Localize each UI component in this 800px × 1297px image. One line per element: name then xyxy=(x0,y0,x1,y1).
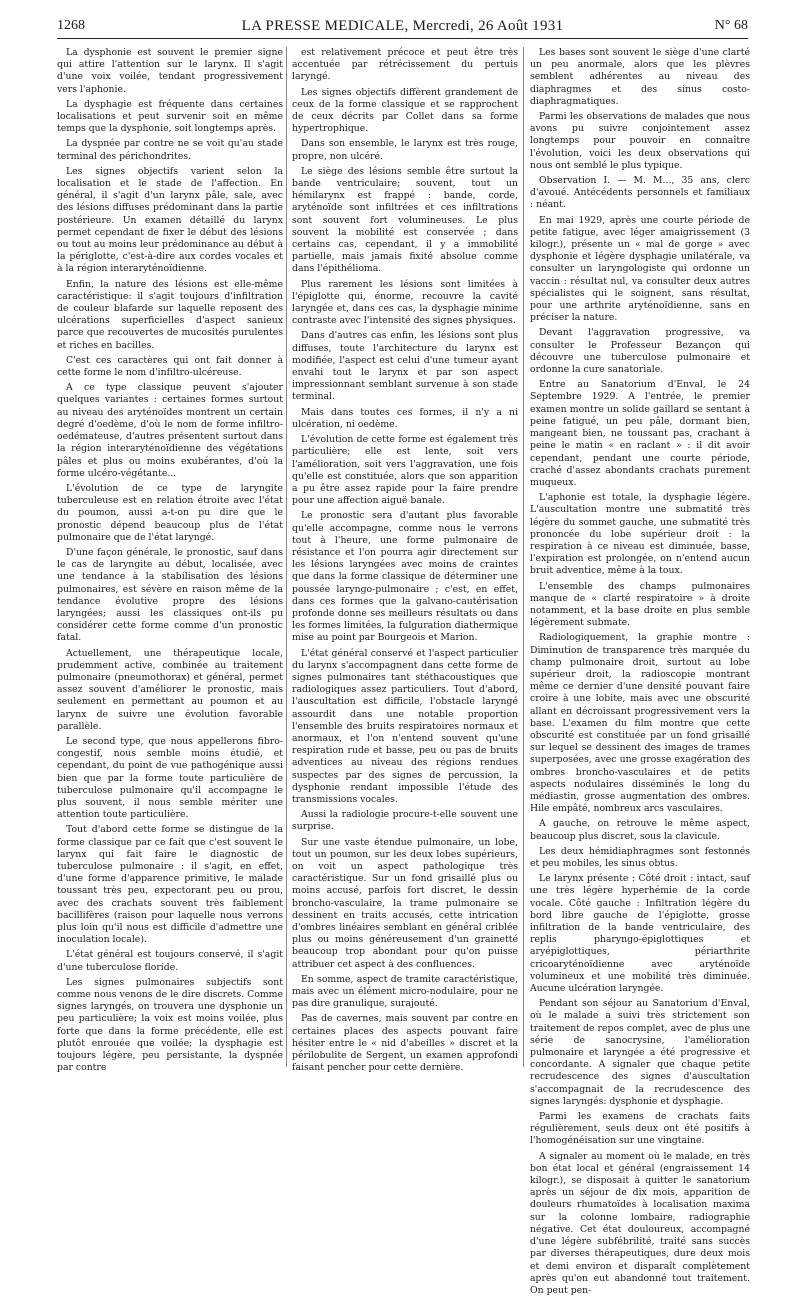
page-number: 1268 xyxy=(57,18,85,33)
paragraph: A gauche, on retrouve le même aspect, beaucoup plus discret, sous la clavicule. xyxy=(530,818,750,842)
paragraph: Pendant son séjour au Sanatorium d'Enval, où le malade a suivi très strictement son traitement de repos complet, avec de plus une série de sanocrysine, l'amélioration pulmonaire et laryngée a été progressive et concordante. A signaler que chaque petite recrudescence des signes d'auscultation s'accompagnait de la recrudescence des signes laryngés: dysphonie et dysphagie. xyxy=(530,998,750,1107)
journal-title: LA PRESSE MEDICALE, Mercredi, 26 Août 1931 xyxy=(241,18,564,34)
paragraph: Les bases sont souvent le siège d'une clarté un peu anormale, alors que les plèvres semblent adhérentes au niveau des diaphragmes et des sinus costo-diaphragmatiques. xyxy=(530,47,750,107)
paragraph: Dans son ensemble, le larynx est très rouge, propre, non ulcéré. xyxy=(292,138,518,162)
paragraph: La dysphagie est fréquente dans certaines localisations et peut survenir soit en même temps que la dysphonie, soit longtemps après. xyxy=(57,98,283,135)
column-divider xyxy=(523,47,524,1067)
paragraph: Sur une vaste étendue pulmonaire, un lobe, tout un poumon, sur les deux lobes supérieurs, on voit un aspect pathologique très caractéristique. Sur un fond grisaillé plus ou moins accusé, parfois fort discret, le dessin broncho-vasculaire, la trame pulmonaire se dessinent en traits accusés, cette intrication d'ombres linéaires semblant en général criblée plus ou moins généreusement d'un grainetté beaucoup trop abondant pour qu'on puisse attribuer cet aspect à des confluences. xyxy=(292,836,518,970)
paragraph: Les signes pulmonaires subjectifs sont comme nous venons de le dire discrets. Comme signes laryngés, on trouvera une dysphonie un peu particulière; la voix est moins voilée, plus forte que dans la forme précédente, elle est plutôt enrouée que voilée; la dysphagie est toujours légère, peu persistante, la dyspnée par contre xyxy=(57,976,283,1074)
paragraph: Parmi les examens de crachats faits régulièrement, seuls deux ont été positifs à l'homogénéisation sur une vingtaine. xyxy=(530,1111,750,1147)
observation-heading: Observation I. — M. M..., 35 ans, clerc d'avoué. Antécédents personnels et familiaux : néant. xyxy=(530,175,750,211)
column-3 xyxy=(530,47,750,1296)
paragraph: D'une façon générale, le pronostic, sauf dans le cas de laryngite au début, localisée, avec une tendance à la stabilisation des lésions pulmonaires, est sévère en raison même de la tendance évolutive propre des lésions laryngées; aussi les classiques ont-ils pu considérer cette forme comme d'un pronostic fatal. xyxy=(57,546,283,644)
paragraph: Radiologiquement, la graphie montre : Diminution de transparence très marquée du champ pulmonaire droit, surtout au lobe supérieur droit, la radioscopie montrant même ce dernier d'une densité pouvant faire croire à une lobite, mais avec une obscurité allant en décroissant progressivement vers la base. L'examen du film montre que cette obscurité est constituée par un fond grisaillé sur lequel se dessinent des images de trames superposées, avec une grosse exagération des ombres broncho-vasculaires et de petits aspects nodulaires disséminés le long du médiastin, grosse augmentation des ombres. Hile empâté, nombreux arcs vasculaires. xyxy=(530,632,750,815)
paragraph: A ce type classique peuvent s'ajouter quelques variantes : certaines formes surtout au niveau des aryténoïdes montrent un certain degré d'oedème, d'où le nom de forme infiltro-oedémateuse, d'autres présentent surtout dans la région interaryténoïdienne des végétations pâles et plus ou moins exubérantes, d'où la forme ulcéro-végétante... xyxy=(57,382,283,479)
column-1 xyxy=(57,47,283,1072)
paragraph: Le larynx présente : Côté droit : intact, sauf une très légère hyperhémie de la corde vocale. Côté gauche : Infiltration légère du bord libre gauche de l'épiglotte, grosse infiltration de la bande ventriculaire, des replis pharyngo-épiglottiques et aryépiglottiques, périarthrite cricoaryténoïdienne avec aryténoïde volumineux et une mobilité très diminuée. Aucune ulcération laryngée. xyxy=(530,873,750,995)
paragraph: La dyspnée par contre ne se voit qu'au stade terminal des périchondrites. xyxy=(57,138,283,162)
page-header xyxy=(57,18,748,38)
paragraph: Les deux hémidiaphragmes sont festonnés et peu mobiles, les sinus obtus. xyxy=(530,845,750,869)
paragraph: Tout d'abord cette forme se distingue de la forme classique par ce fait que c'est souvent le larynx qui fait faire le diagnostic de tuberculose pulmonaire : il s'agit, en effet, d'une forme d'apparence primitive, le malade toussant très peu, expectorant peu ou prou, avec des crachats souvent très faiblement bacillifères (raison pour laquelle nous verrons plus loin qu'il nous est difficile d'admettre une inoculation locale). xyxy=(57,824,283,946)
issue-number: N° 68 xyxy=(714,18,748,33)
paragraph: L'évolution de cette forme est également très particulière; elle est lente, soit vers l'amélioration, soit vers l'aggravation, une fois qu'elle est constituée, alors que son apparition a pu être assez rapide pour la faire prendre pour une affection aiguë banale. xyxy=(292,434,518,507)
paragraph: Devant l'aggravation progressive, va consulter le Professeur Bezançon qui découvre une tuberculose pulmonaire et ordonne la cure sanatoriale. xyxy=(530,327,750,376)
header-rule xyxy=(57,38,748,39)
paragraph: Aussi la radiologie procure-t-elle souvent une surprise. xyxy=(292,809,518,833)
paragraph: Les signes objectifs diffèrent grandement de ceux de la forme classique et se rapprochent de ceux décrits par Collet dans sa forme hypertrophique. xyxy=(292,86,518,135)
paragraph: L'aphonie est totale, la dysphagie légère. L'auscultation montre une submatité très légère du sommet gauche, une submatité très prononcée du lobe supérieur droit : la respiration à ce niveau est diminuée, basse, l'expiration est prolongée, on n'entend aucun bruit adventice, même à la toux. xyxy=(530,492,750,577)
paragraph: En somme, aspect de tramite caractéristique, mais avec un élément micro-nodulaire, pour ne pas dire granulique, surajouté. xyxy=(292,973,518,1010)
paragraph: Pas de cavernes, mais souvent par contre en certaines places des aspects pouvant faire hésiter entre le « nid d'abeilles » discret et la périlobulite de Sergent, un examen approfondi faisant pencher pour cette dernière. xyxy=(292,1013,518,1074)
paragraph: L'évolution de ce type de laryngite tuberculeuse est en relation étroite avec l'état du poumon, aussi a-t-on pu dire que le pronostic dépend beaucoup plus de l'état pulmonaire que de l'état laryngé. xyxy=(57,482,283,543)
column-2 xyxy=(292,47,518,1072)
paragraph: Parmi les observations de malades que nous avons pu suivre conjointement assez longtemps pour pouvoir en connaître l'évolution, voici les deux observations qui nous ont semblé le plus typique. xyxy=(530,111,750,171)
paragraph: L'ensemble des champs pulmonaires manque de « clarté respiratoire » à droite notamment, et la base droite en plus semble légèrement submate. xyxy=(530,580,750,629)
paragraph: La dysphonie est souvent le premier signe qui attire l'attention sur le larynx. Il s'agit d'une voix voilée, tendant progressivement vers l'aphonie. xyxy=(57,47,283,95)
paragraph: Le siège des lésions semble être surtout la bande ventriculaire; souvent, tout un hémilarynx est frappé : bande, corde, aryténoïde sont infiltrées et ces infiltrations sont souvent fort volumineuses. Le plus souvent la mobilité est conservée ; dans certains cas, cependant, il y a immobilité partielle, mais jamais fixité absolue comme dans l'épithélioma. xyxy=(292,165,518,275)
paragraph: est relativement précoce et peut être très accentuée par rétrécissement du pertuis laryngé. xyxy=(292,47,518,83)
paragraph: Enfin, la nature des lésions est elle-même caractéristique: il s'agit toujours d'infiltration de couleur blafarde sur laquelle reposent des ulcérations superficielles d'aspect sanieux parce que recouvertes de mucosités purulentes et riches en bacilles. xyxy=(57,278,283,351)
paragraph: Mais dans toutes ces formes, il n'y a ni ulcération, ni oedème. xyxy=(292,406,518,430)
paragraph: Les signes objectifs varient selon la localisation et le stade de l'affection. En général, il s'agit d'un larynx pâle, sale, avec des lésions diffuses prédominant dans la partie postérieure. Un examen détaillé du larynx permet cependant de fixer le début des lésions ou tout au moins leur prédominance au début à la périglotte, c'est-à-dire aux cordes vocales et à la région interaryténoïdienne. xyxy=(57,165,283,275)
paragraph: Plus rarement les lésions sont limitées à l'épiglotte qui, énorme, recouvre la cavité laryngée et, dans ces cas, la dysphagie minime contraste avec l'intensité des signes physiques. xyxy=(292,278,518,327)
column-divider xyxy=(286,47,287,1067)
paragraph: Actuellement, une thérapeutique locale, prudemment active, combinée au traitement pulmonaire (pneumothorax) et général, permet assez souvent d'améliorer le pronostic, mais seulement en permettant au poumon et au larynx de suivre une évolution favorable parallèle. xyxy=(57,647,283,732)
paragraph: Dans d'autres cas enfin, les lésions sont plus diffuses, toute l'architecture du larynx est modifiée, l'aspect est celui d'une tumeur ayant envahi tout le larynx et par son aspect impressionnant semblant survenue à son stade terminal. xyxy=(292,330,518,403)
paragraph: En mai 1929, après une courte période de petite fatigue, avec léger amaigrissement (3 kilogr.), présente un « mal de gorge » avec dysphonie et légère dysphagie unilatérale, va consulter un laryngologiste qui ordonne un vaccin : résultat nul, va consulter deux autres spécialistes qui le soignent, sans résultat, pour une arthrite aryténoïdienne, sans en préciser la nature. xyxy=(530,214,750,324)
paragraph: Le second type, que nous appellerons fibro-congestif, nous semble moins étudié, et cependant, du point de vue pathogénique aussi bien que par la forme toute particulière de tuberculose pulmonaire qu'il accompagne le plus souvent, il nous semble mériter une attention toute particulière. xyxy=(57,735,283,821)
paragraph: L'état général est toujours conservé, il s'agit d'une tuberculose floride. xyxy=(57,949,283,973)
paragraph: Le pronostic sera d'autant plus favorable qu'elle accompagne, comme nous le verrons tout à l'heure, une forme pulmonaire de résistance et l'on pourra agir directement sur les lésions laryngées avec moins de craintes que dans la forme classique de déterminer une poussée laryngo-pulmonaire ; c'est, en effet, dans ces formes que la galvano-cautérisation profonde donne ses meilleurs résultats ou dans les formes limitées, la fulguration diathermique mise au point par Bourgeois et Marion. xyxy=(292,510,518,644)
paragraph: C'est ces caractères qui ont fait donner à cette forme le nom d'infiltro-ulcéreuse. xyxy=(57,354,283,379)
paragraph: Entre au Sanatorium d'Enval, le 24 Septembre 1929. A l'entrée, le premier examen montre un solide gaillard se sentant à peine fatigué, un peu pâle, dormant bien, mangeant bien, ne toussant pas, crachant à peine le matin « en raclant » : il dit avoir cependant, pendant une courte période, craché d'assez abondants crachats purement muqueux. xyxy=(530,379,750,488)
paragraph: L'état général conservé et l'aspect particulier du larynx s'accompagnent dans cette forme de signes pulmonaires tant stéthacoustiques que radiologiques assez particuliers. Tout d'abord, l'auscultation est difficile, l'obstacle laryngé assourdit dans une notable proportion l'ensemble des bruits respiratoires normaux et anormaux, et l'on n'entend souvent qu'une respiration rude et basse, peu ou pas de bruits adventices au niveau des régions rendues suspectes par des signes de percussion, la dysphonie rendant impossible l'étude des transmissions vocales. xyxy=(292,647,518,805)
paragraph: A signaler au moment où le malade, en très bon état local et général (engraissement 14 kilogr.), se disposait à quitter le sanatorium après un séjour de dix mois, apparition de douleurs rhumatoïdes à localisation maxima sur la colonne lombaire, radiographie négative. Cet état douloureux, accompagné d'une légère subfébrilité, traité sans succès par diverses thérapeutiques, dure deux mois et demi environ et disparaît complètement après qu'on eut abandonné tout traitement. On peut pen- xyxy=(530,1150,750,1296)
